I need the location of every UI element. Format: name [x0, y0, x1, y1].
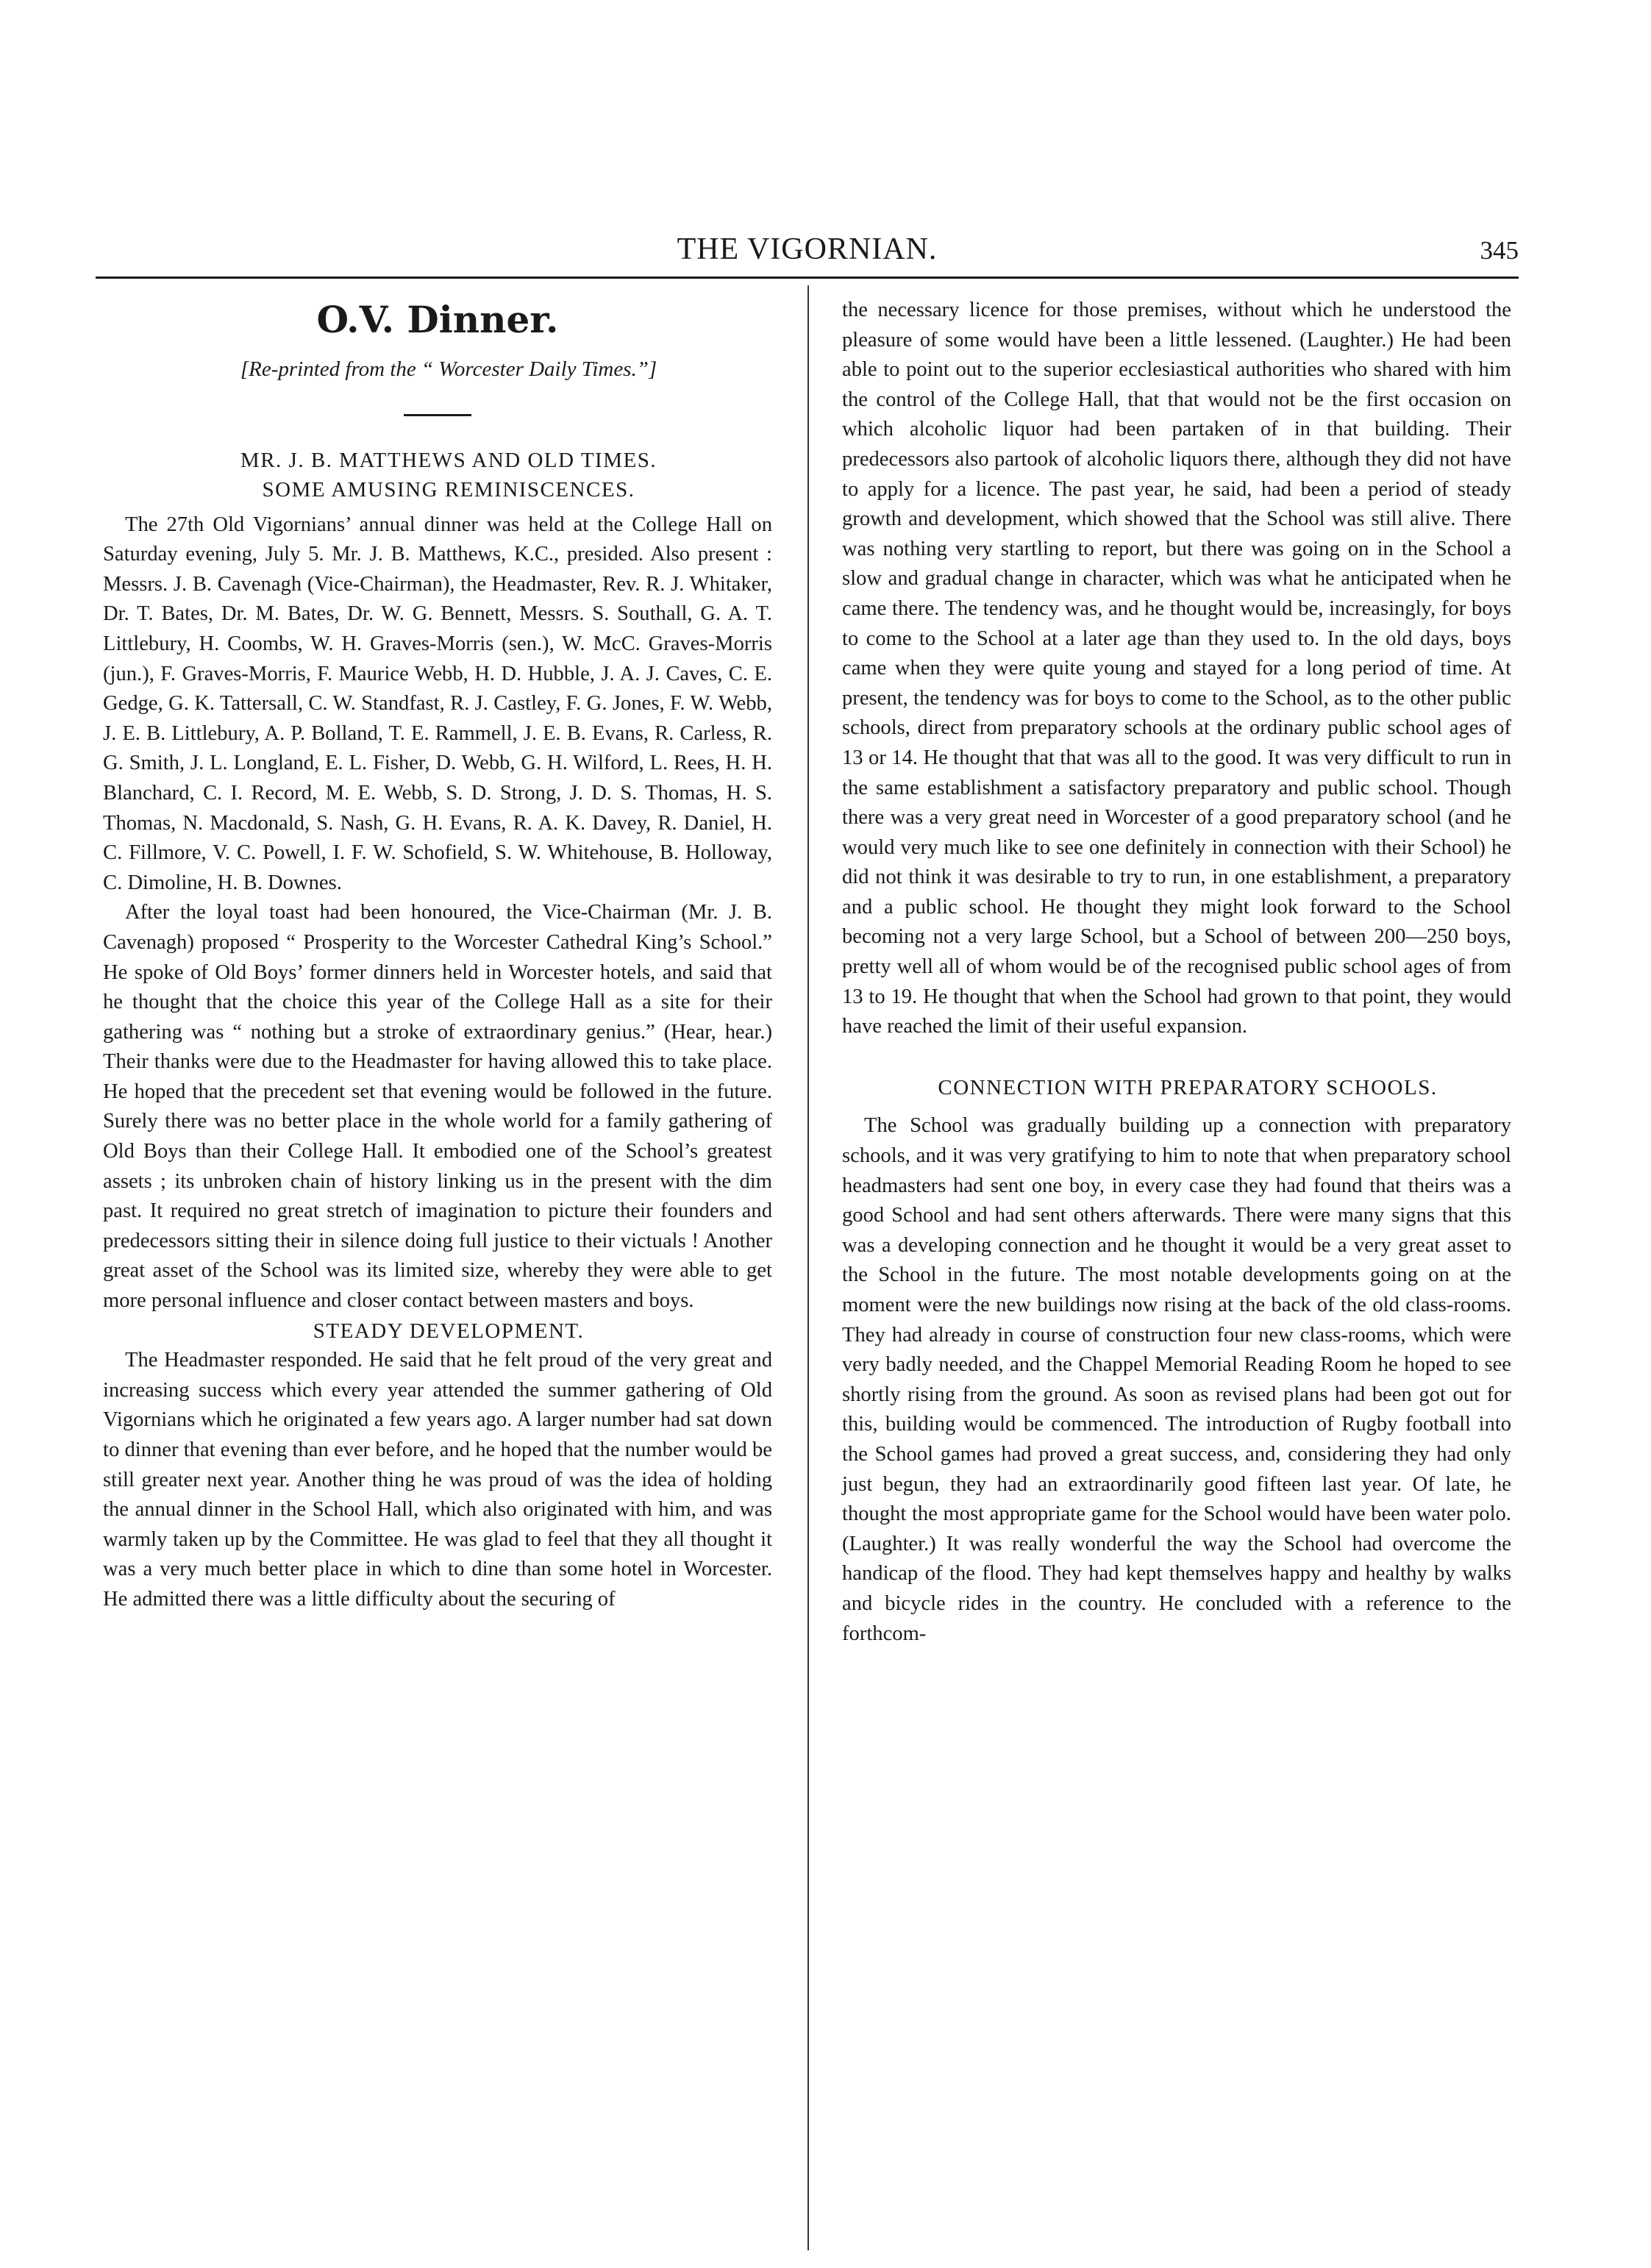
paragraph-vice-chairman: After the loyal toast had been honoured, the Vice-Chairman (Mr. J. B. Cavenagh) proposed “ Prosperity to the Worcester Cathedral King’s School.” He spoke of Old Boys’ former dinners held in Worcester hotels, and said that he thought that the choice this year of the College Hall as a site for their gathering was “ nothing but a stroke of extraordinary genius.” (Hear, hear.) Their thanks were due to the Headmaster for having allowed this to take place. He hoped that the precedent set that evening would be followed in the future. Surely there was no better place in the whole world for a family gathering of Old Boys than their College Hall. It embodied one of the School’s greatest assets ; its unbroken chain of history linking us in the present with the dim past. It required no great stretch of imagination to picture their founders and predecessors sitting their in silence doing full justice to their victuals ! Another great asset of the School was its limited size, whereby they were able to get more personal influence and closer contact between masters and boys. [103, 901, 772, 1313]
page-header [96, 232, 1519, 274]
article-title: O.V. Dinner. [316, 298, 559, 341]
paragraph-attendees: The 27th Old Vigornians’ annual dinner was held at the College Hall on Saturday evening, July 5. Mr. J. B. Matthews, K.C., presided. Also present : Messrs. J. B. Cavenagh (Vice-Chairman), the Headmaster, Rev. R. J. Whitaker, Dr. T. Bates, Dr. M. Bates, Dr. W. G. Bennett, Messrs. S. Southall, G. A. T. Littlebury, H. Coombs, W. H. Graves-Morris (sen.), W. McC. Graves-Morris (jun.), F. Graves-Morris, F. Maurice Webb, H. D. Hubble, J. A. J. Caves, C. E. Gedge, G. K. Tattersall, C. W. Standfast, R. J. Castley, F. G. Jones, F. W. Webb, J. E. B. Littlebury, A. P. Bolland, T. E. Rammell, J. E. B. Evans, R. Carless, R. G. Smith, J. L. Longland, E. L. Fisher, D. Webb, G. H. Wilford, L. Rees, H. H. Blanchard, C. I. Record, M. E. Webb, S. D. Strong, J. D. S. Thomas, H. S. Thomas, N. Macdonald, S. Nash, G. H. Evans, R. A. K. Davey, R. Daniel, H. C. Fillmore, V. C. Powell, I. F. W. Schofield, S. W. Whitehouse, B. Holloway, C. Dimoline, H. B. Downes. [103, 513, 772, 894]
paragraph-headmaster: The Headmaster responded. He said that he felt proud of the very great and increasing success which every year attended the summer gathering of Old Vigornians which he originated a few years ago. A larger number had sat down to dinner that evening than ever before, and he hoped that the number would be still greater next year. Another thing he was proud of was the idea of holding the annual dinner in the School Hall, which also originated with him, and was warmly taken up by the Committee. He was glad to feel that they all thought it was a very much better place in which to dine than some hotel in Worcester. He admitted there was a little difficulty about the securing of [103, 1349, 772, 1611]
subheading-2: SOME AMUSING REMINISCENCES. [262, 477, 635, 502]
page-number: 345 [1480, 236, 1519, 265]
reprint-note: [Re-printed from the “ Worcester Daily Times.”] [240, 357, 657, 381]
title-rule [404, 414, 471, 416]
running-title: THE VIGORNIAN. [677, 232, 938, 266]
left-column [103, 294, 772, 1615]
paragraph-preparatory-schools: The School was gradually building up a connection with preparatory schools, and it was very gratifying to him to note that when preparatory school headmasters had sent one boy, in every case they had found that theirs was a good School and had sent others afterwards. There were many signs that this was a developing connection and he thought it would be a very great asset to the School in the future. The most notable developments going on at the moment were the new buildings now rising at the back of the old class-rooms. They had already in course of construction four new class-rooms, which were very badly needed, and the Chappel Memorial Reading Room he hoped to see shortly rising from the ground. As soon as revised plans had been got out for this, building would be commenced. The introduction of Rugby football into the School games had proved a great success, and, considering they had only just begun, they had an extraordinarily good fifteen last year. Of late, he thought the most appropriate game for the School would have been water polo. (Laughter.) It was really wonderful the way the School had overcome the handicap of the flood. They had kept themselves happy and healthy by walks and bicycle rides in the country. He concluded with a reference to the forthcom- [842, 1114, 1511, 1645]
section-heading-steady-development: STEADY DEVELOPMENT. [313, 1319, 585, 1343]
paragraph-licence: the necessary licence for those premises, without which he understood the pleasure of some would have been a little lessened. (Laughter.) He had been able to point out to the superior ecclesiastical authorities who shared with him the control of the College Hall, that that would not be the first occasion on which alcoholic liquor had been partaken of in that building. Their predecessors also partook of alcoholic liquors there, although they did not have to apply for a licence. The past year, he said, had been a period of steady growth and development, which showed that the School was still alive. There was nothing very startling to report, but there was going on in the School a slow and gradual change in character, which was what he anticipated when he came there. The tendency was, and he thought would be, increasingly, for boys to come to the School at a later age than they used to. In the old days, boys came when they were quite young and stayed for a long period of time. At present, the tendency was for boys to come to the School, as to the other public schools, direct from preparatory schools at the ordinary public school ages of 13 or 14. He thought that that was all to the good. It was very difficult to run in the same establishment a satisfactory preparatory and public school. Though there was a very great need in Worcester of a good preparatory school (and he would very much like to see one definitely in connection with their School) he did not think it was desirable to try to run, in one establishment, a preparatory and a public school. He thought they might look forward to the School becoming not a very large School, but a School of between 200—250 boys, pretty well all of whom would be of the recognised public school ages of from 13 to 19. He thought that when the School had grown to that point, they would have reached the limit of their useful expansion. [842, 299, 1511, 1038]
section-heading-preparatory-schools: CONNECTION WITH PREPARATORY SCHOOLS. [938, 1075, 1438, 1099]
column-divider [807, 285, 809, 2250]
header-rule [96, 277, 1519, 279]
subheading-1: MR. J. B. MATTHEWS AND OLD TIMES. [240, 448, 657, 472]
right-column [842, 296, 1511, 1649]
